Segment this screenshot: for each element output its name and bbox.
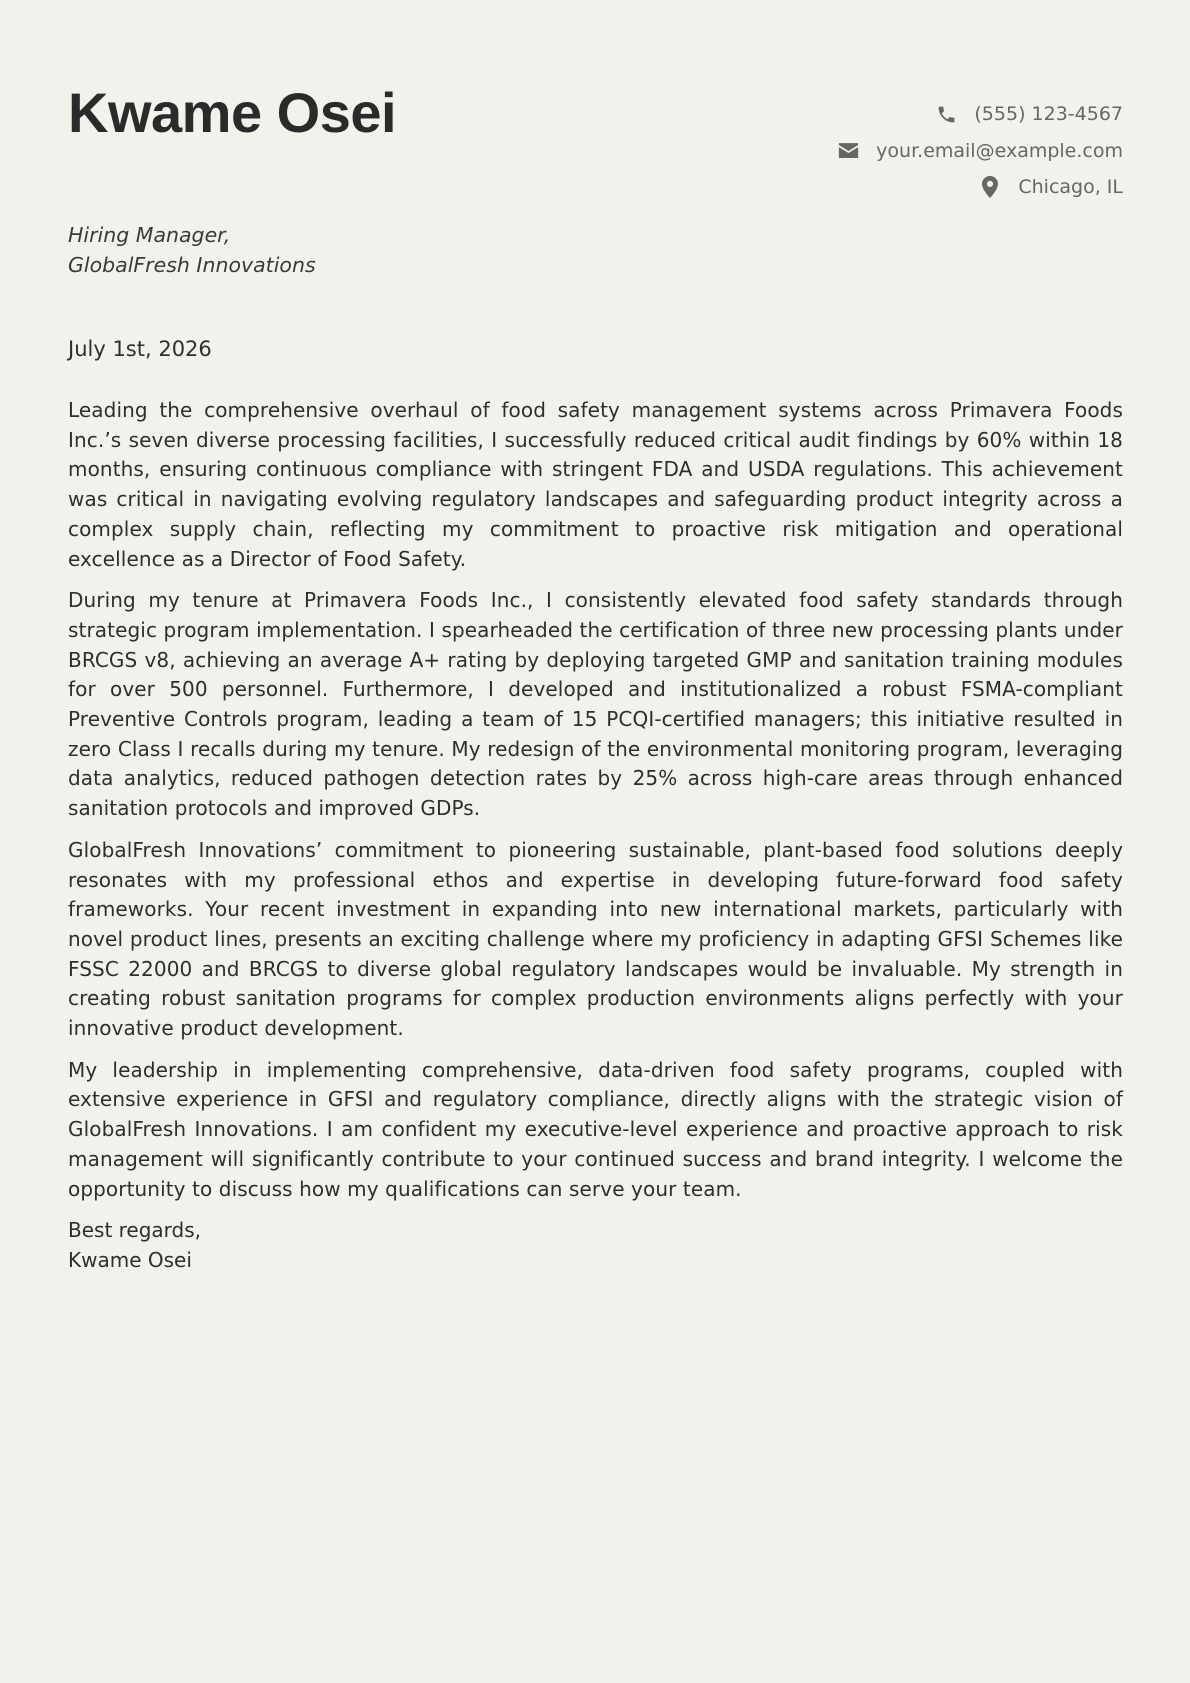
phone-icon (934, 102, 958, 126)
body-paragraph-1: Leading the comprehensive overhaul of food safety management systems across Primavera Foods Inc.’s seven diverse processing facilities, I successfully reduced critical audit findings by 60% within 18 months, ensuring continuous compliance with stringent FDA and USDA regulations. This achievement was critical in navigating evolving regulatory landscapes and safeguarding product integrity across a complex supply chain, reflecting my commitment to proactive risk mitigation and operational excellence as a Director of Food Safety. (68, 398, 1123, 571)
recipient-title: Hiring Manager, (68, 223, 231, 247)
closing-signature: Kwame Osei (68, 1247, 192, 1272)
contact-location (836, 169, 1123, 206)
letter-body (68, 396, 1123, 1276)
cover-letter-page (68, 0, 1123, 1683)
letter-header (68, 0, 1123, 200)
body-paragraph-4: My leadership in implementing comprehensive, data-driven food safety programs, coupled with extensive experience in GFSI and regulatory compliance, directly aligns with the strategic vision of GlobalFresh Innovations. I am confident my executive-level experience and proactive approach to risk management will significantly contribute to your continued success and brand integrity. I welcome the opportunity to discuss how my qualifications can serve your team. (68, 1057, 1123, 1201)
phone-number: (555) 123-4567 (974, 103, 1123, 126)
applicant-name: Kwame Osei (68, 81, 397, 144)
body-paragraph-3: GlobalFresh Innovations’ commitment to pioneering sustainable, plant-based food solutions deeply resonates with my professional ethos and expertise in developing future-forward food safety frameworks. Your recent investment in expanding into new international markets, particularly with novel product lines, presents an exciting challenge where my proficiency in adapting GFSI Schemes like FSSC 22000 and BRCGS to diverse global regulatory landscapes would be invaluable. My strength in creating robust sanitation programs for complex production environments aligns perfectly with your innovative product development. (68, 837, 1123, 1041)
recipient-block (68, 220, 316, 280)
contact-email (836, 133, 1123, 170)
closing-salutation: Best regards, (68, 1218, 202, 1243)
email-address: your.email@example.com (876, 139, 1123, 162)
body-paragraph-2: During my tenure at Primavera Foods Inc., I consistently elevated food safety standards through strategic program implementation. I spearheaded the certification of three new processing plants under BRCGS v8, achieving an average A+ rating by deploying targeted GMP and sanitation training modules for over 500 personnel. Furthermore, I developed and institutionalized a robust FSMA-compliant Preventive Controls program, leading a team of 15 PCQI-certified managers; this initiative resulted in zero Class I recalls during my tenure. My redesign of the environmental monitoring program, leveraging data analytics, reduced pathogen detection rates by 25% across high-care areas through enhanced sanitation protocols and improved GDPs. (68, 588, 1123, 821)
envelope-icon (836, 139, 860, 163)
recipient-company: GlobalFresh Innovations (68, 253, 316, 277)
letter-date: July 1st, 2026 (68, 337, 212, 361)
location-text: Chicago, IL (1018, 176, 1123, 199)
map-pin-icon (978, 175, 1002, 199)
contact-phone (836, 96, 1123, 133)
contact-info (836, 96, 1123, 206)
letter-closing (68, 1216, 1123, 1275)
